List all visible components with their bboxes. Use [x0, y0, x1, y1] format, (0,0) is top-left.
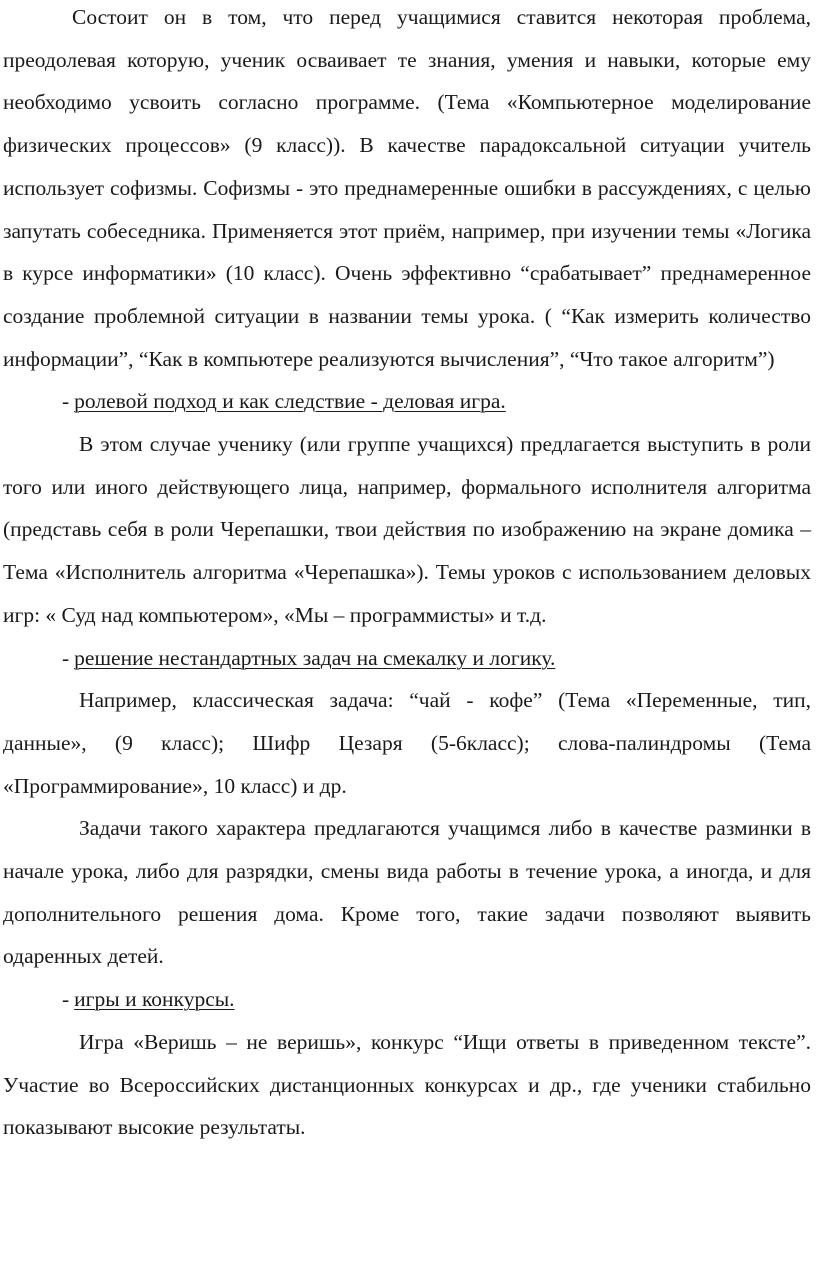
heading-text: ролевой подход и как следствие - деловая игра. — [74, 389, 506, 414]
paragraph-problem-method: Состоит он в том, что перед учащимися ставится некоторая проблема, преодолевая которую, ученик осваивает те знания, умения и навыки, которые ему необходимо усвоить согласно программе. (Тема «Компьютерное моделирование физических процессов» (9 класс)). В качестве парадоксальной ситуации учитель использует софизмы. Софизмы - это преднамеренные ошибки в рассуждениях, с целью запутать собеседника. Применяется этот приём, например, при изучении темы «Логика в курсе информатики» (10 класс). Очень эффективно “срабатывает” преднамеренное создание проблемной ситуации в названии темы урока. ( “Как измерить количество информации”, “Как в компьютере реализуются вычисления”, “Что такое алгоритм”) — [3, 5, 811, 371]
heading-text: решение нестандартных задач на смекалку и логику. — [74, 645, 556, 670]
paragraph-business-game: В этом случае ученику (или группе учащихся) предлагается выступить в роли того или иного действующего лица, например, формального исполнителя алгоритма (представь себя в роли Черепашки, твои действия по изображению на экране домика – Тема «Исполнитель алгоритма «Черепашка»). Темы уроков с использованием деловых игр: « Суд над компьютером», «Мы – программисты» и т.д. — [3, 432, 811, 627]
paragraph-task-usage: Задачи такого характера предлагаются учащимся либо в качестве разминки в начале урока, либо для разрядки, смены вида работы в течение урока, а иногда, и для дополнительного решения дома. Кроме того, такие задачи позволяют выявить одаренных детей. — [3, 816, 811, 969]
paragraph-classic-tasks: Например, классическая задача: “чай - кофе” (Тема «Переменные, тип, данные», (9 класс); Шифр Цезаря (5-6класс); слова-палиндромы (Тема «Программирование», 10 класс) и др. — [3, 688, 811, 798]
paragraph-games-examples: Игра «Веришь – не веришь», конкурс “Ищи ответы в приведенном тексте”. Участие во Всероссийских дистанционных конкурсах и др., где ученики стабильно показывают высокие результаты. — [3, 1029, 811, 1140]
heading-dash: - — [62, 645, 70, 670]
section-heading-games-contests — [3, 978, 811, 1021]
section-heading-nonstandard-tasks — [3, 637, 811, 680]
section-heading-role-approach — [3, 380, 811, 423]
heading-dash: - — [62, 987, 70, 1012]
heading-dash: - — [62, 389, 70, 414]
heading-text: игры и конкурсы. — [74, 987, 235, 1012]
